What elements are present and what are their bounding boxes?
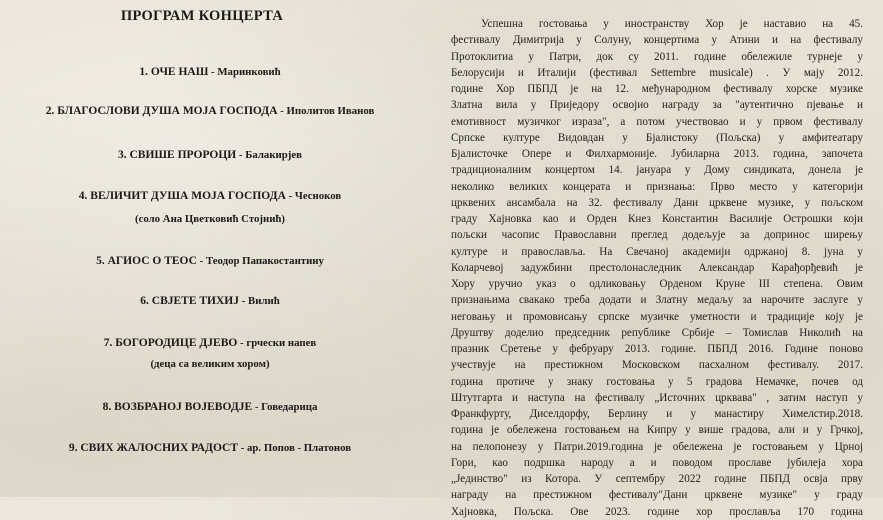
program-item-title: 6. СВЈЕТЕ ТИХИЈ xyxy=(140,295,239,307)
text-line: Бјалисточке Опере и Филхармоније. Јубиларна 2013. година, започета xyxy=(451,148,863,160)
text-line: на пелопонезу у Патри.2019.година је обележена је гостовањем у Црној xyxy=(451,440,863,453)
text-line: културе и православља. На Свечаној академији одржаној 8. јуна у xyxy=(451,245,863,258)
program-item-title: 2. БЛАГОСЛОВИ ДУША МОЈА ГОСПОДА xyxy=(45,105,278,117)
text-line: признањима свакако треба додати и Златну медаљу за нарочите заслуге у xyxy=(451,294,863,307)
text-line: година је обележена гостовањем на Кипру у више градова, али и у Грчкој, xyxy=(451,424,863,437)
text-line: Белорусији и Италији (фестивал Settembre musicale) . У мају 2012. xyxy=(451,66,863,79)
text-line: емотивност музичког израза", а потом учествовао и у првом фестивалу xyxy=(451,115,863,128)
text-line: неколико великих концерата и признања: Прво место у категорији xyxy=(451,180,863,193)
program-item-separator: - xyxy=(238,442,248,454)
text-line: Српске културе Видовдан у Бјалистоку (Пољска) у амфитеатару xyxy=(451,131,863,144)
text-line: Друштву доделио председник републике Србије – Томислав Николић на xyxy=(451,326,863,339)
text-line: година протиче у знаку гостовања у 5 градова Немачке, почев од xyxy=(451,375,863,388)
text-line: пољски часопис Православни преглед додељује за допринос ширењу xyxy=(451,229,863,242)
concert-program xyxy=(0,0,420,497)
choir-history-text xyxy=(451,16,863,520)
program-item-title: 5. АГИОС О ТЕОС xyxy=(96,255,197,267)
text-line: Хајновка, Пољска. Ове 2023. године хор прославља 170 година xyxy=(451,505,863,518)
program-item-composer: Маринковић xyxy=(217,66,281,78)
program-item-note: (соло Ана Цветковић Стојнић) xyxy=(134,213,286,225)
program-item-note: (деца са великим хором) xyxy=(150,358,270,370)
program-item-title: 4. ВЕЛИЧИТ ДУША МОЈА ГОСПОДА xyxy=(78,190,286,202)
text-line: Гори, као подршка народу а и поводом прославе јубилеја хора xyxy=(451,456,863,469)
text-line: учествује на престижном Московском пасхалном фестивалу. 2017. xyxy=(451,359,863,372)
program-item-composer: Иполитов Иванов xyxy=(286,105,375,117)
text-line: граду Хајновка као и Орден Кнез Константин Василије Острошки који xyxy=(451,213,863,225)
text-line: неговању и промовисању српске музичке уметности и традиције коју је xyxy=(451,310,863,323)
program-item-separator: - xyxy=(208,66,218,78)
program-item-composer: Теодор Папакостантину xyxy=(205,255,324,267)
program-item-composer: Говедарица xyxy=(261,401,318,413)
program-item-title: 9. СВИХ ЖАЛОСНИХ РАДОСТ xyxy=(68,442,239,454)
text-line: награду на престижном фестивалу"Дани црквене музике" у граду xyxy=(451,489,863,502)
text-line: Успешна гостовања у иностранству Хор је наставио на 45. xyxy=(481,18,863,30)
text-line: Златна вила у Приједору освојио награду за "аутентично пјевање и xyxy=(451,99,863,112)
text-line: године Хор ПБПД је на 12. међународном фестивалу хорске музике xyxy=(451,83,863,95)
program-item-separator: - xyxy=(236,149,246,161)
program-item-composer: Балакирјев xyxy=(245,149,302,161)
program-item-title: 7. БОГОРОДИЦЕ ДЈЕВО xyxy=(103,337,238,349)
program-item xyxy=(0,397,420,417)
program-item xyxy=(0,145,420,165)
text-line: Штутгарта и наступа на фестивалу „Источних црквава" , затим наступ у xyxy=(451,391,863,404)
program-item xyxy=(0,62,420,82)
text-line: Хору уручио указ о одликовању Орденом Круне III степена. Овим xyxy=(451,278,863,290)
program-item-composer: ар. Попов - Платонов xyxy=(247,442,352,454)
program-item xyxy=(0,438,420,458)
program-item-title: 1. ОЧЕ НАШ xyxy=(139,66,209,78)
program-item-composer: Вилић xyxy=(248,295,280,307)
program-item-composer: Чесноков xyxy=(294,190,342,202)
text-line: фестивалу Димитрија у Солуну, концертима у Атини и на фестивалу xyxy=(451,34,863,47)
program-item-separator: - xyxy=(196,255,206,267)
program-item xyxy=(0,251,420,271)
program-item-separator: - xyxy=(277,105,287,117)
program-item xyxy=(0,291,420,311)
text-line: празник Сретење у фебруару 2013. године. ПБПД 2016. Године поново xyxy=(451,343,863,355)
text-line: Франкфурту, Диселдорфу, Берлину и у манастиру Химелстир.2018. xyxy=(451,408,863,420)
program-item xyxy=(0,333,420,374)
text-line: традиционалним концертом 14. јануара у Дому синдиката, донела је xyxy=(451,164,863,177)
text-line: Протоклитиа у Патри, док су 2011. године обележиле турнеје у xyxy=(451,50,863,63)
program-item-separator: - xyxy=(237,337,247,349)
text-line: „Јединство" из Котора. У септембру 2022 године ПБПД освја прву xyxy=(451,473,863,485)
program-item-separator: - xyxy=(239,295,248,307)
program-item-separator: - xyxy=(252,401,262,413)
program-item-separator: - xyxy=(285,190,295,202)
text-line: Коларчевој задужбини престолонаследник Александар Карађорђевић је xyxy=(451,261,863,274)
program-item xyxy=(0,186,420,229)
program-item-composer: грчески напев xyxy=(246,337,317,349)
program-item-title: 3. СВИШЕ ПРОРОЦИ xyxy=(118,149,237,161)
program-title: ПРОГРАМ КОНЦЕРТА xyxy=(120,8,284,24)
program-item xyxy=(0,101,420,121)
text-line: црквених ансамбала на 32. фестивалу Дани црквене музике, у пољском xyxy=(451,196,863,209)
program-item-title: 8. ВОЗБРАНОЈ ВОЈЕВОДЈЕ xyxy=(102,401,253,413)
